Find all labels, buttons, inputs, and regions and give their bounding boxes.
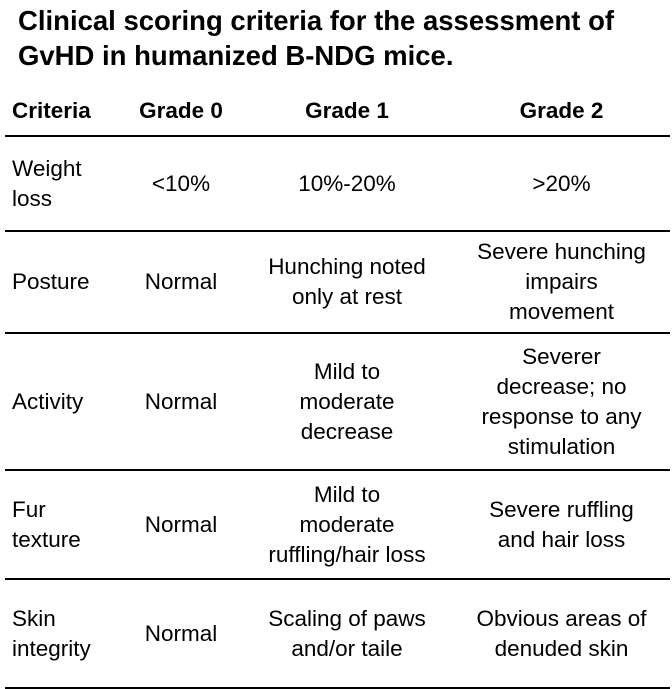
table-row	[5, 470, 670, 579]
cell-line: Normal	[144, 620, 218, 646]
cell-line: <10%	[151, 170, 211, 196]
cell-line: and/or taile	[291, 635, 403, 661]
table-title-line-2: GvHD in humanized B-NDG mice.	[18, 40, 454, 71]
cell-line: Skin	[12, 605, 56, 631]
grade-2-cell	[453, 470, 670, 579]
grade-2-cell	[453, 333, 670, 470]
grade-1-cell	[241, 136, 453, 231]
grade-1-cell	[241, 470, 453, 579]
cell-line: impairs	[525, 269, 598, 294]
cell-line: ruffling/hair loss	[268, 541, 426, 567]
grade-2-cell	[453, 579, 670, 688]
cell-line: texture	[12, 526, 81, 552]
grade-1-cell	[241, 231, 453, 333]
criteria-cell	[5, 579, 121, 688]
cell-line: Mild to	[313, 481, 381, 507]
cell-line: decrease	[300, 418, 394, 444]
cell-line: integrity	[12, 635, 91, 661]
cell-line: moderate	[299, 511, 395, 537]
table-title	[18, 3, 668, 73]
header-grade-2: Grade 2	[453, 87, 670, 136]
table-row	[5, 136, 670, 231]
criteria-cell	[5, 333, 121, 470]
header-grade-1: Grade 1	[241, 87, 453, 136]
cell-line: Severer	[522, 343, 601, 369]
cell-line: denuded skin	[494, 635, 629, 661]
cell-line: stimulation	[507, 433, 616, 459]
table-row	[5, 579, 670, 688]
header-grade-0: Grade 0	[121, 87, 241, 136]
grade-2-cell	[453, 231, 670, 333]
cell-line: movement	[508, 299, 615, 324]
grade-2-cell	[453, 136, 670, 231]
header-criteria: Criteria	[5, 87, 121, 136]
grade-0-cell	[121, 231, 241, 333]
cell-line: moderate	[299, 388, 395, 414]
header-row	[5, 87, 670, 136]
cell-line: Normal	[144, 269, 218, 294]
scoring-criteria-table	[5, 87, 670, 689]
cell-line: Activity	[12, 388, 84, 414]
cell-line: 10%-20%	[298, 170, 396, 196]
cell-line: and hair loss	[497, 526, 626, 552]
cell-line: Normal	[144, 388, 218, 414]
cell-line: only at rest	[291, 284, 403, 309]
cell-line: loss	[12, 185, 53, 211]
criteria-cell	[5, 470, 121, 579]
cell-line: Severe hunching	[477, 239, 646, 264]
cell-line: Posture	[12, 269, 90, 294]
grade-1-cell	[241, 333, 453, 470]
table-row	[5, 333, 670, 470]
table-row	[5, 231, 670, 333]
grade-0-cell	[121, 136, 241, 231]
cell-line: Scaling of paws	[268, 605, 426, 631]
criteria-cell	[5, 231, 121, 333]
cell-line: Mild to	[313, 358, 381, 384]
cell-line: Weight	[12, 155, 82, 181]
criteria-cell	[5, 136, 121, 231]
table-title-line-1: Clinical scoring criteria for the assessment of	[18, 5, 615, 36]
grade-0-cell	[121, 470, 241, 579]
cell-line: Fur	[12, 496, 46, 522]
cell-line: Obvious areas of	[476, 605, 647, 631]
cell-line: response to any	[481, 403, 642, 429]
cell-line: Severe ruffling	[489, 496, 634, 522]
grade-1-cell	[241, 579, 453, 688]
grade-0-cell	[121, 579, 241, 688]
cell-line: >20%	[532, 170, 591, 196]
cell-line: decrease; no	[496, 373, 627, 399]
cell-line: Hunching noted	[268, 254, 426, 279]
grade-0-cell	[121, 333, 241, 470]
cell-line: Normal	[144, 511, 218, 537]
